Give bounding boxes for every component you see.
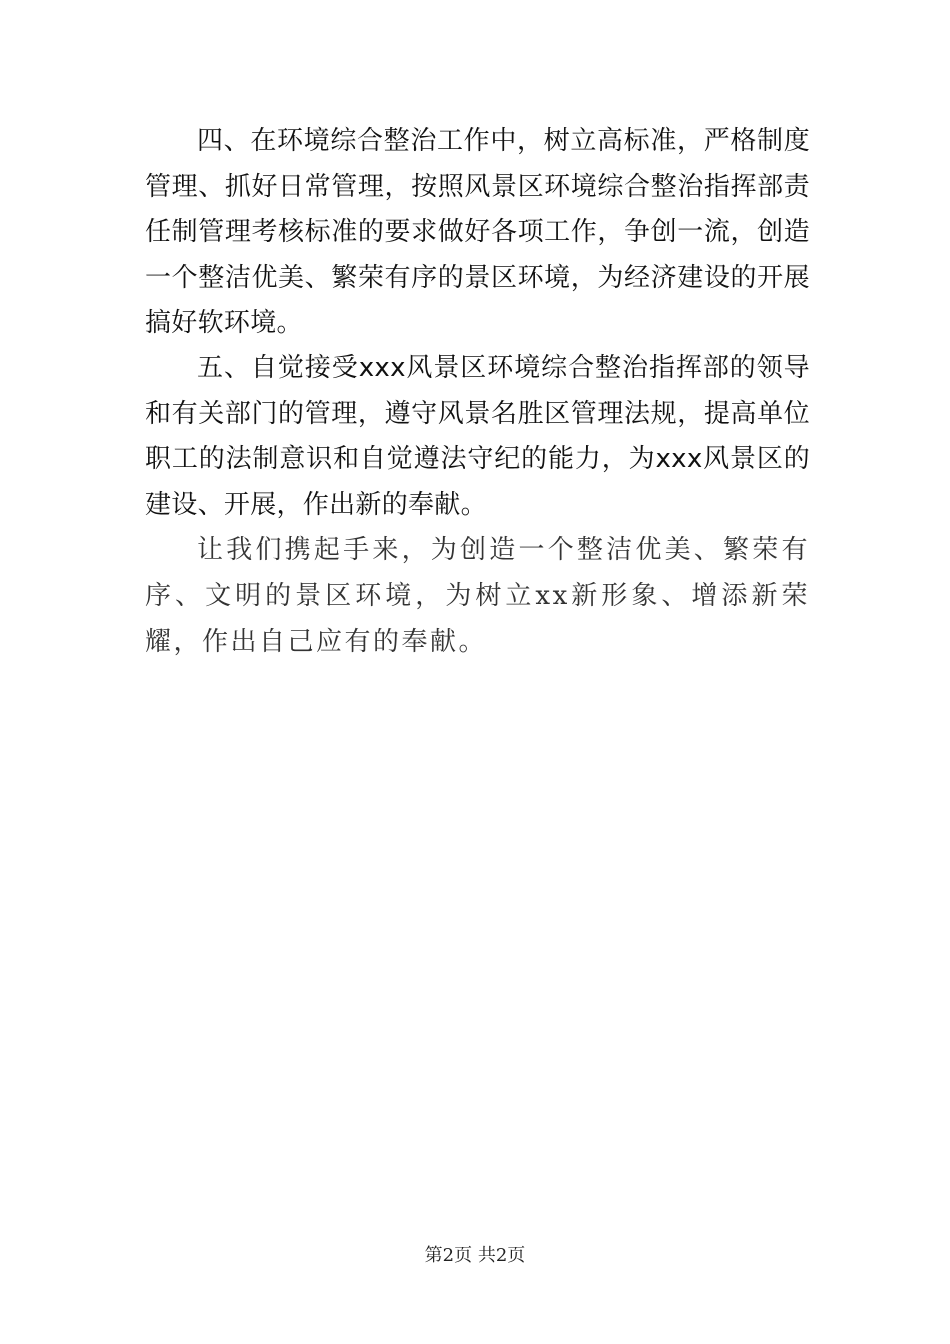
closing-paragraph: 让我们携起手来，为创造一个整洁优美、繁荣有序、文明的景区环境，为树立xx新形象、增添新荣耀，作出自己应有的奉献。 <box>145 535 810 657</box>
page-footer: 第2页 共2页 <box>424 1245 526 1266</box>
paragraph-five: 五、自觉接受xxx风景区环境综合整治指挥部的领导和有关部门的管理，遵守风景名胜区管理法规，提高单位职工的法制意识和自觉遵法守纪的能力，为xxx风景区的建设、开展，作出新的奉献。 <box>145 353 810 520</box>
paragraph-four: 四、在环境综合整治工作中，树立高标准，严格制度管理、抓好日常管理，按照风景区环境综合整治指挥部责任制管理考核标准的要求做好各项工作，争创一流，创造一个整洁优美、繁荣有序的景区环境，为经济建设的开展搞好软环境。 <box>145 126 810 338</box>
